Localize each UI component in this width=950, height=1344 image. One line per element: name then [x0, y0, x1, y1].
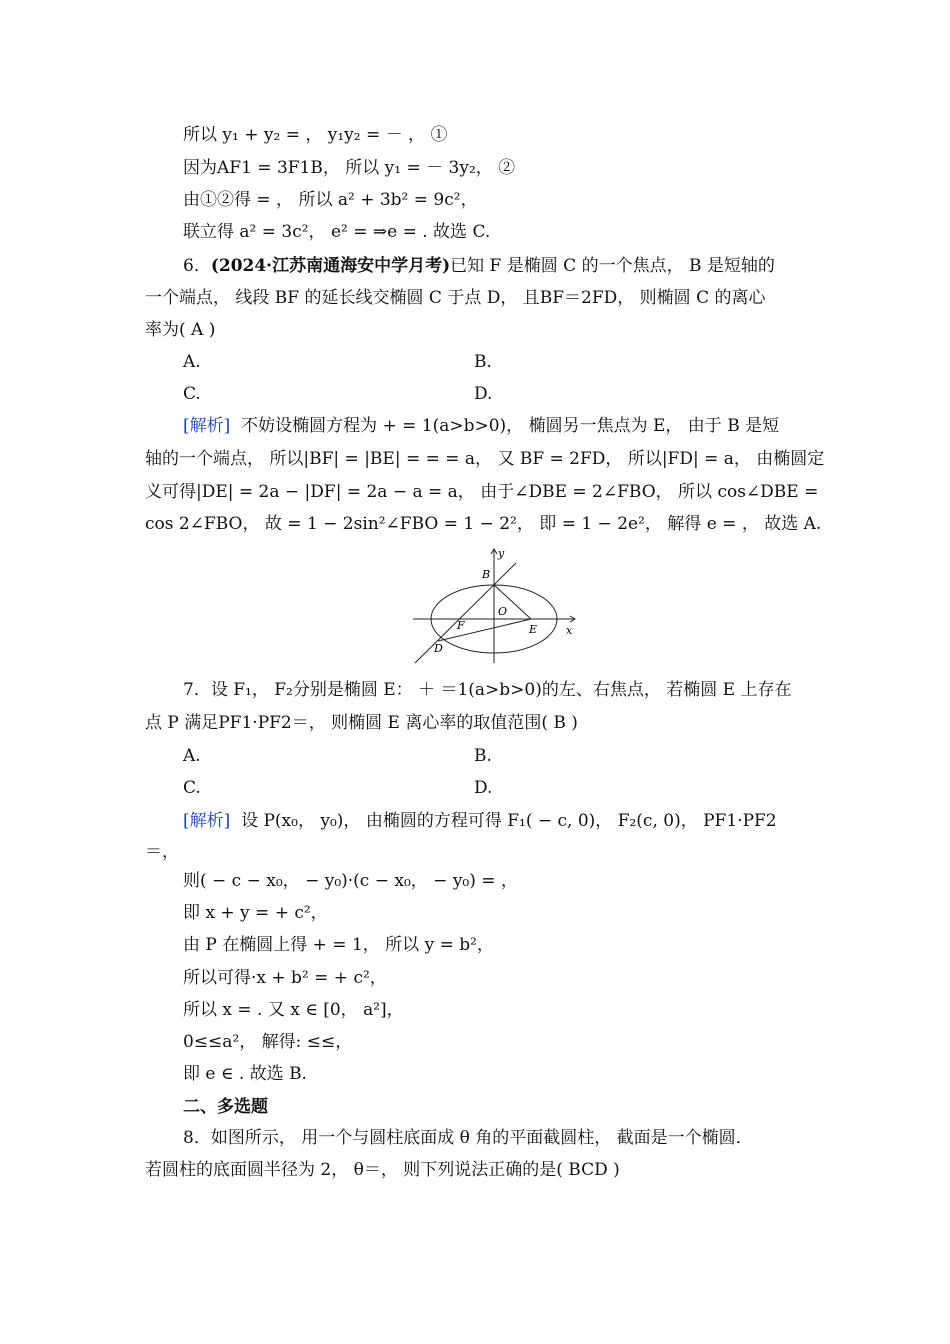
- q6-stem-line-1: [183, 254, 775, 278]
- q7-analysis-text: 设 P(x₀， y₀)， 由椭圆的方程可得 F₁( − c, 0)， F₂(c, 0)， PF1·PF2: [241, 811, 777, 831]
- q7-step-1: 则( − c − x₀， − y₀)·(c − x₀， − y₀) = ，: [183, 871, 518, 891]
- q8-stem-text: 如图所示， 用一个与圆柱底面成 θ 角的平面截圆柱， 截面是一个椭圆．: [210, 1128, 753, 1148]
- prev-solution-line-2: 因为AF1 = 3F1B， 所以 y₁ = － 3y₂， ②: [183, 158, 516, 178]
- q7-number: 7．: [183, 680, 211, 700]
- q6-option-c: C.: [183, 384, 201, 404]
- prev-solution-line-4: 联立得 a² = 3c²， e² = ⇒e = . 故选 C.: [183, 222, 491, 242]
- segment-de: [438, 619, 531, 641]
- q6-analysis-text: 不妨设椭圆方程为 + = 1(a>b>0)， 椭圆另一焦点为 E， 由于 B 是短: [241, 416, 780, 436]
- q7-stem-line-2: 点 P 满足PF1·PF2＝， 则椭圆 E 离心率的取值范围( B ): [145, 713, 578, 733]
- q6-analysis-line-1: [183, 414, 779, 438]
- q6-stem-line-2: 一个端点， 线段 BF 的延长线交椭圆 C 于点 D， 且BF＝2FD， 则椭圆 C 的离心: [145, 288, 766, 308]
- q6-stem-text: 已知 F 是椭圆 C 的一个焦点， B 是短轴的: [450, 256, 775, 276]
- q7-step-4: 所以可得·x + b² = + c²，: [183, 968, 387, 988]
- q7-step-3: 由 P 在椭圆上得 + = 1， 所以 y = b²，: [183, 935, 494, 955]
- label-x: x: [566, 624, 573, 637]
- prev-solution-line-3: 由①②得 = ， 所以 a² + 3b² = 9c²，: [183, 190, 478, 210]
- q7-analysis-line-1: [183, 809, 777, 833]
- q6-analysis-line-4: cos 2∠FBO， 故 = 1 − 2sin²∠FBO = 1 − 2²， 即 = 1 − 2e²， 解得 e = ， 故选 A.: [145, 514, 822, 534]
- q7-option-c: C.: [183, 778, 201, 798]
- q7-option-d: D.: [474, 778, 493, 798]
- label-f: F: [457, 619, 465, 632]
- q7-option-a: A.: [183, 746, 201, 766]
- label-e: E: [529, 623, 538, 636]
- q7-step-5: 所以 x = . 又 x ∈ [0， a²]，: [183, 1000, 404, 1020]
- label-y: y: [498, 547, 505, 560]
- q6-option-d: D.: [474, 384, 493, 404]
- section-title: 二、多选题: [183, 1097, 268, 1117]
- q6-source: (2024·江苏南通海安中学月考): [210, 256, 451, 276]
- q8-number: 8．: [183, 1128, 211, 1148]
- label-b: B: [482, 568, 491, 581]
- ellipse-figure: [405, 545, 585, 670]
- prev-solution-line-1: 所以 y₁ + y₂ = ， y₁y₂ = － ， ①: [183, 125, 448, 145]
- q6-analysis-line-3: 义可得|DE| = 2a − |DF| = 2a − a = a， 由于∠DBE = 2∠FBO， 所以 cos∠DBE =: [145, 482, 819, 502]
- q7-step-2: 即 x + y = + c²，: [183, 903, 328, 923]
- q6-analysis-tag: [解析]: [183, 416, 231, 436]
- q7-option-b: B.: [474, 746, 492, 766]
- q6-stem-line-3: 率为( A ): [145, 320, 216, 340]
- q7-step-7: 即 e ∈ . 故选 B.: [183, 1064, 307, 1084]
- q6-analysis-line-2: 轴的一个端点， 所以|BF| = |BE| = = = a， 又 BF = 2FD， 所以|FD| = a， 由椭圆定: [145, 449, 825, 469]
- q7-stem-line-1: [183, 678, 792, 702]
- q7-analysis-line-2: ＝，: [145, 842, 179, 862]
- label-o: O: [498, 605, 508, 618]
- label-d: D: [434, 642, 443, 655]
- q7-analysis-tag: [解析]: [183, 811, 231, 831]
- q8-stem-line-1: [183, 1126, 753, 1150]
- q6-option-b: B.: [474, 352, 492, 372]
- q7-step-6: 0≤≤a²， 解得: ≤≤，: [183, 1032, 353, 1052]
- q6-option-a: A.: [183, 352, 201, 372]
- q7-stem-text: 设 F₁， F₂分别是椭圆 E： ＋ ＝1(a>b>0)的左、右焦点， 若椭圆 E 上存在: [210, 680, 792, 700]
- q8-stem-line-2: 若圆柱的底面圆半径为 2， θ＝， 则下列说法正确的是( BCD ): [145, 1160, 620, 1180]
- q6-number: 6．: [183, 256, 211, 276]
